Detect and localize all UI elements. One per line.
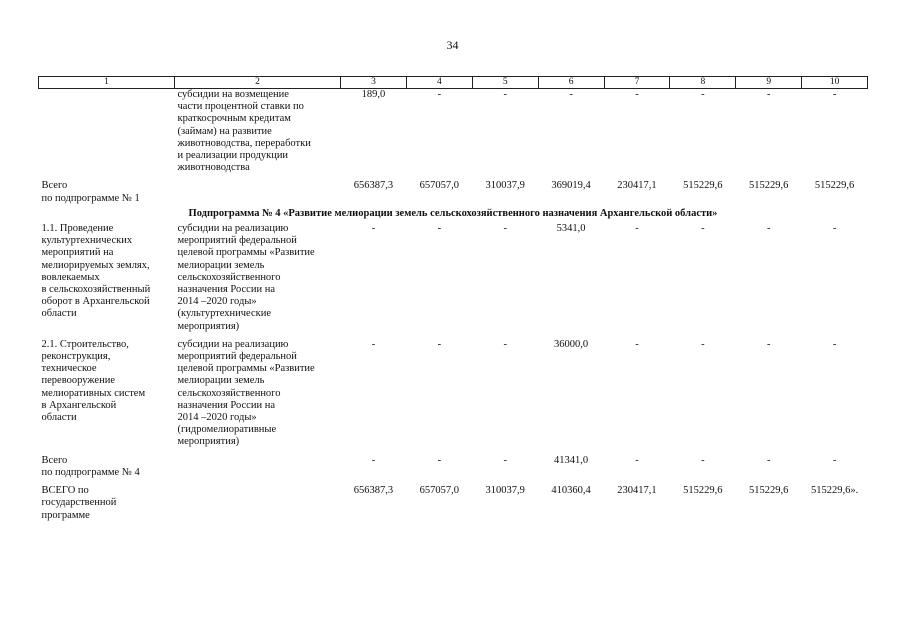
value-cell: - <box>371 223 376 235</box>
value-cell: - <box>437 223 442 235</box>
column-number: 7 <box>604 77 670 89</box>
value-cell: 310037,9 <box>485 180 525 192</box>
value-cell: - <box>701 338 705 350</box>
value-cell: - <box>832 454 837 466</box>
budget-table <box>38 76 868 522</box>
value-cell: 515229,6 <box>683 485 723 497</box>
value-cell: 515229,6 <box>749 180 789 192</box>
page-number: 34 <box>446 38 459 52</box>
table-row <box>39 89 868 175</box>
value-cell: 41341,0 <box>554 454 589 466</box>
value-cell: 36000,0 <box>554 338 589 350</box>
table-row <box>39 479 868 522</box>
value-cell: 410360,4 <box>551 485 591 497</box>
value-cell: - <box>701 223 705 235</box>
value-cell: - <box>635 454 639 466</box>
value-cell: - <box>701 454 705 466</box>
column-number: 4 <box>406 77 472 89</box>
value-cell: - <box>766 338 771 350</box>
total-label: ВСЕГО по государственной программе <box>41 485 117 521</box>
value-cell: - <box>503 223 507 235</box>
value-cell: 310037,9 <box>485 485 525 497</box>
column-number: 8 <box>670 77 736 89</box>
value-cell: 657057,0 <box>419 485 459 497</box>
value-cell: - <box>371 454 376 466</box>
event-name-cell: 2.1. Строительство, реконструкция, техническое перевооружение мелиоративных систем в Архангельской области <box>41 338 146 424</box>
funding-source-cell <box>175 449 341 479</box>
value-cell: - <box>832 338 837 350</box>
column-number-header <box>39 77 868 89</box>
column-number: 2 <box>175 77 341 89</box>
section-title: Подпрограмма № 4 «Развитие мелиорации земель сельскохозяйственного назначения Архангельской области» <box>188 207 718 219</box>
value-cell: 369019,4 <box>551 180 591 192</box>
column-number: 6 <box>538 77 604 89</box>
value-cell: - <box>832 89 837 100</box>
value-cell: 515229,6 <box>814 180 855 192</box>
funding-source-cell: субсидии на возмещение части процентной ставки по краткосрочным кредитам (займам) на развитие животноводства, переработки и реализации продукции животноводства <box>177 89 311 174</box>
value-cell: - <box>503 454 507 466</box>
subtotal-label: Всего по подпрограмме № 4 <box>41 454 140 478</box>
value-cell: 5341,0 <box>556 223 586 235</box>
value-cell: - <box>503 338 507 350</box>
section-row <box>39 205 868 223</box>
value-cell: 657057,0 <box>419 180 459 192</box>
funding-source-cell: субсидии на реализацию мероприятий федеральной целевой программы «Развитие мелиорации земель сельскохозяйственного назначения России на 2014 –2020 годы» (гидромелиоративные мероприятия) <box>177 338 315 448</box>
value-cell: - <box>635 223 639 235</box>
value-cell: 189,0 <box>361 89 386 100</box>
value-cell: 656387,3 <box>353 485 394 497</box>
event-name-cell <box>39 89 175 175</box>
table-row <box>39 174 868 204</box>
value-cell: - <box>437 454 442 466</box>
funding-source-cell <box>175 479 341 522</box>
value-cell: - <box>371 338 376 350</box>
value-cell: - <box>766 89 771 100</box>
value-cell: - <box>635 338 639 350</box>
value-cell: 230417,1 <box>617 485 657 497</box>
table-row <box>39 449 868 479</box>
value-cell: 515229,6 <box>683 180 723 192</box>
value-cell: - <box>766 454 771 466</box>
value-cell: 515229,6 <box>749 485 789 497</box>
column-number: 5 <box>472 77 538 89</box>
subtotal-label: Всего по подпрограмме № 1 <box>41 180 140 204</box>
value-cell: - <box>569 89 573 100</box>
value-cell: - <box>766 223 771 235</box>
value-cell: 515229,6». <box>810 485 859 497</box>
value-cell: - <box>437 89 442 100</box>
value-cell: 656387,3 <box>353 180 394 192</box>
column-number: 3 <box>341 77 407 89</box>
column-number: 9 <box>736 77 802 89</box>
funding-source-cell: субсидии на реализацию мероприятий федеральной целевой программы «Развитие мелиорации земель сельскохозяйственного назначения России на 2014 –2020 годы» (культуртехнические мероприятия) <box>177 223 315 332</box>
value-cell: - <box>503 89 507 100</box>
table-row <box>39 223 868 333</box>
value-cell: - <box>832 223 837 235</box>
value-cell: - <box>437 338 442 350</box>
value-cell: - <box>701 89 705 100</box>
funding-source-cell <box>175 174 341 204</box>
value-cell: - <box>635 89 639 100</box>
column-number: 10 <box>802 77 868 89</box>
table-row <box>39 333 868 449</box>
column-number: 1 <box>39 77 175 89</box>
event-name-cell: 1.1. Проведение культуртехнических мероприятий на мелиорируемых землях, вовлекаемых в сельскохозяйственный оборот в Архангельской области <box>41 223 151 320</box>
value-cell: 230417,1 <box>617 180 657 192</box>
